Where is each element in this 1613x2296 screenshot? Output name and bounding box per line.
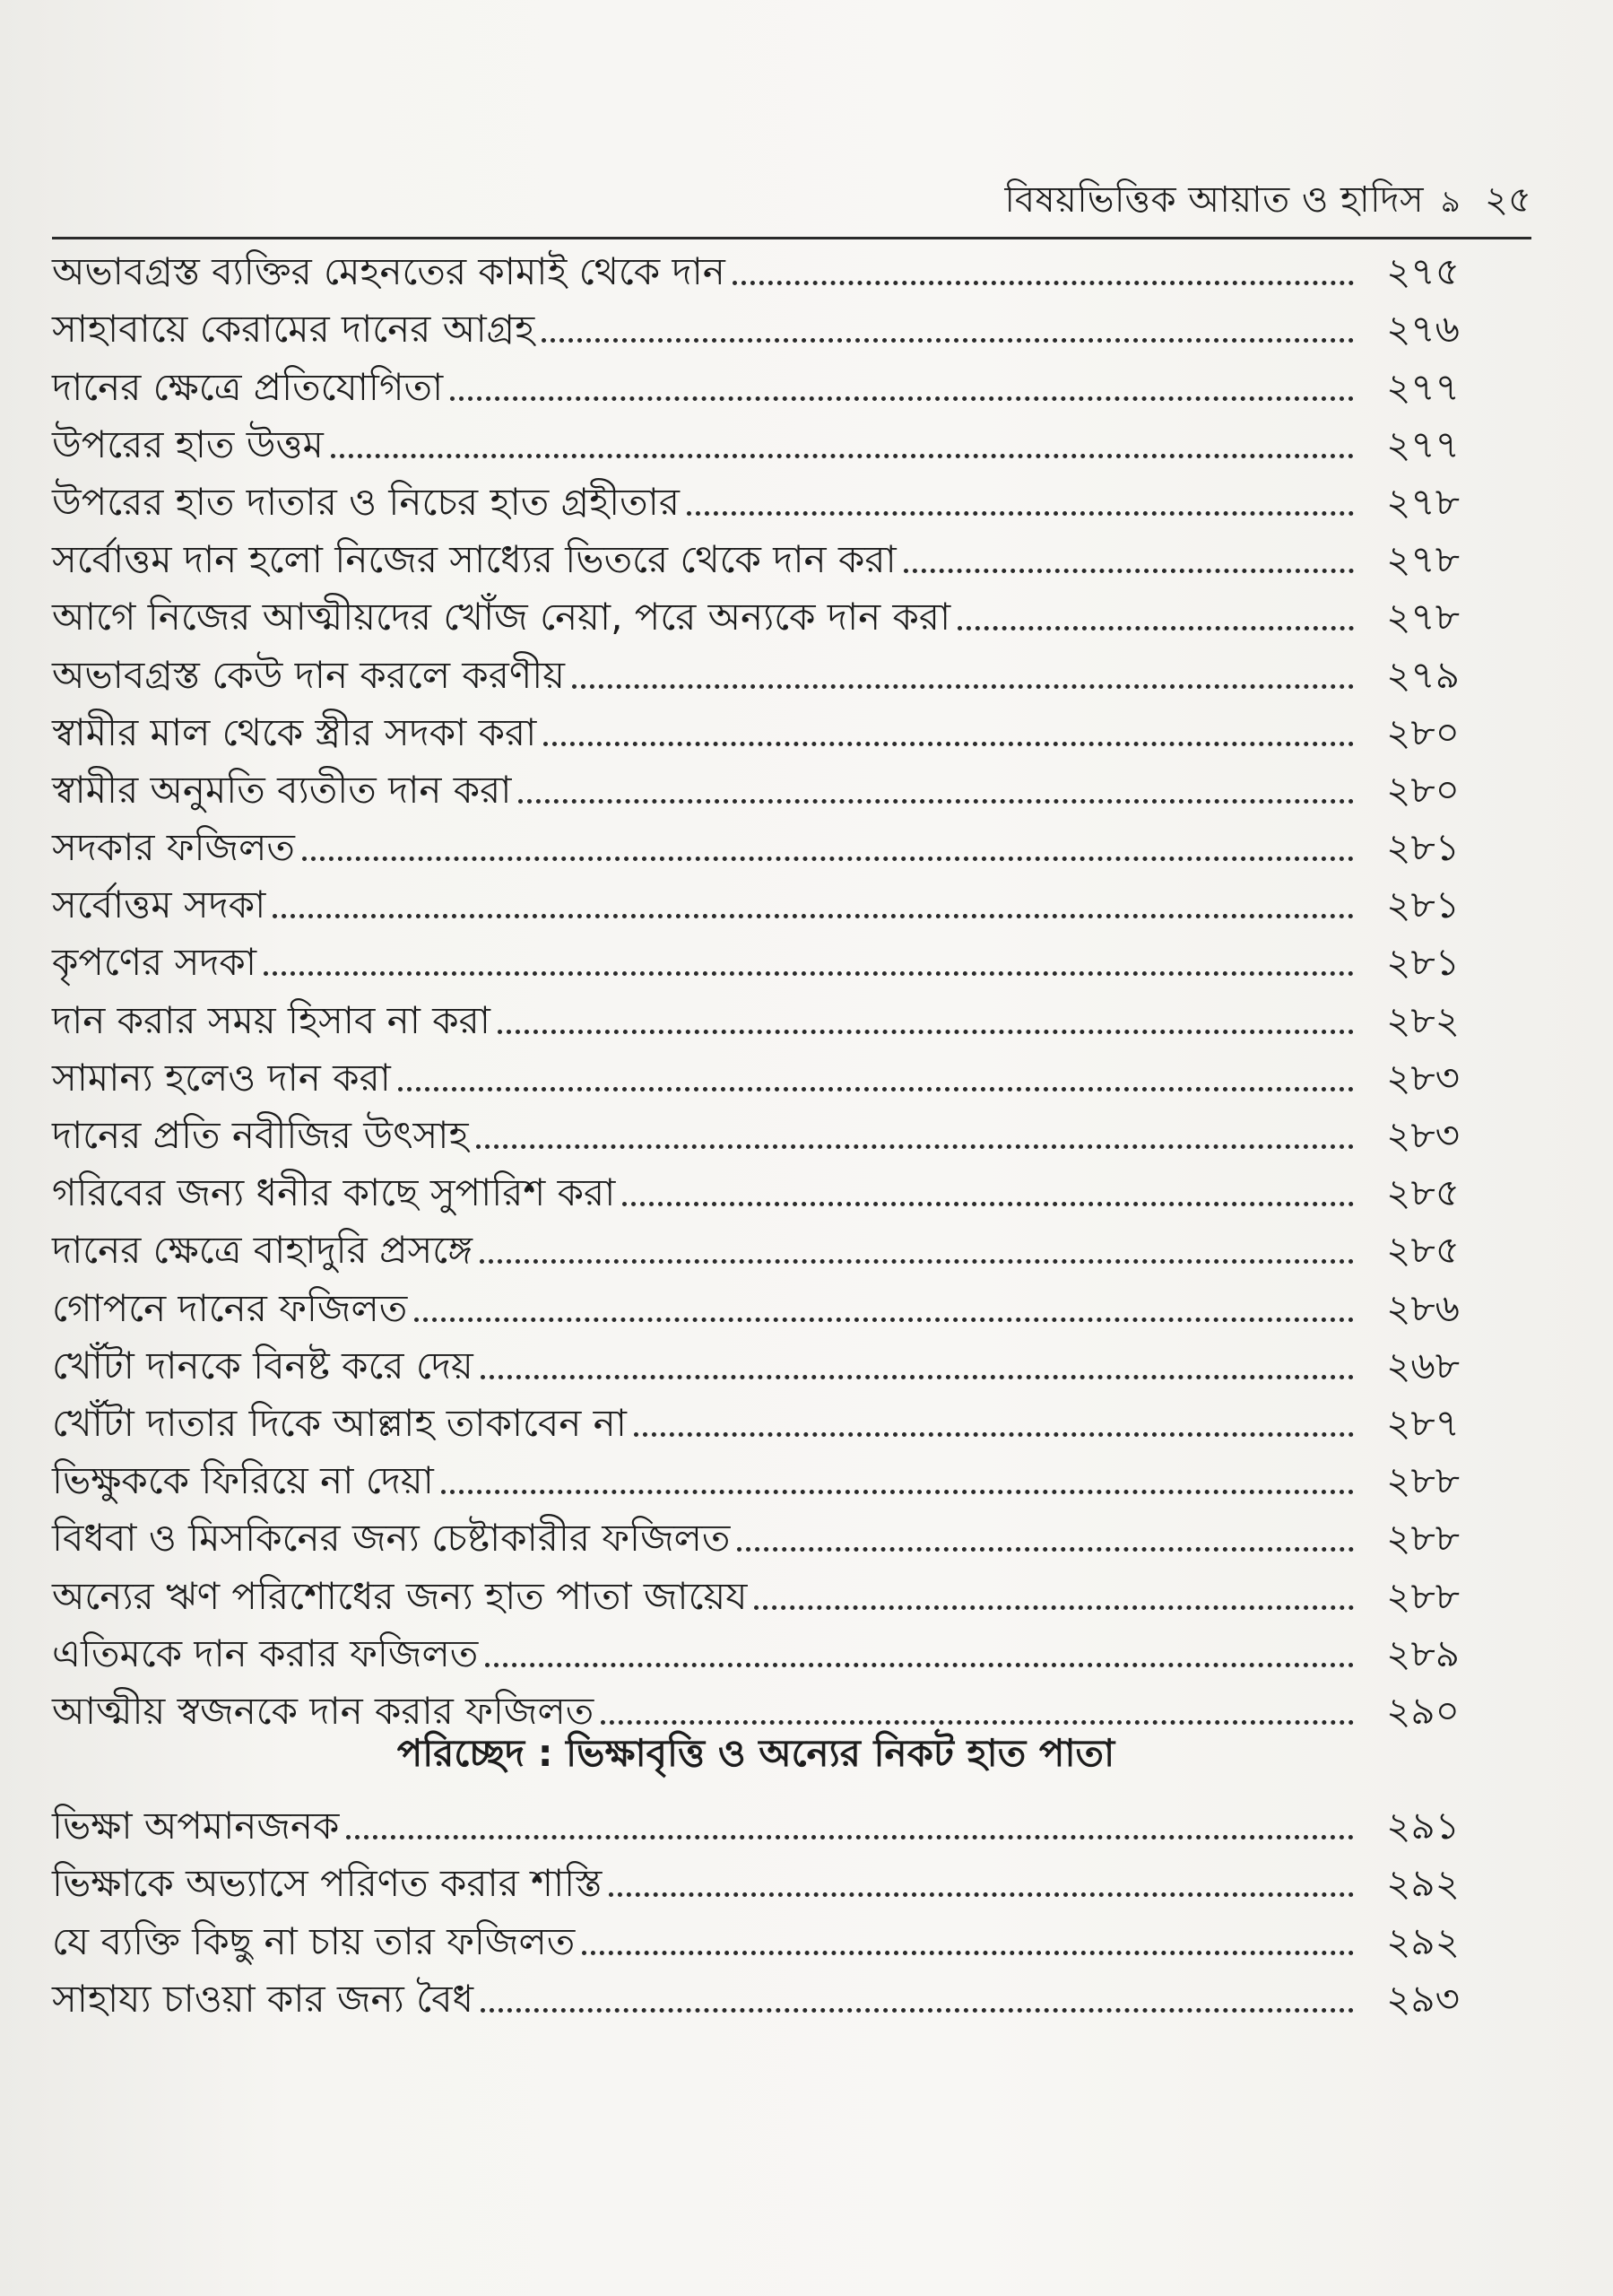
toc-entry-page: ২৮২ bbox=[1386, 997, 1460, 1042]
toc-entry bbox=[52, 1217, 1460, 1274]
toc-entry bbox=[52, 1621, 1460, 1678]
toc-entry-title: অভাবগ্রস্ত কেউ দান করলে করণীয় bbox=[52, 652, 566, 697]
toc-entry bbox=[52, 296, 1460, 353]
toc-entry bbox=[52, 353, 1460, 411]
toc-entry bbox=[52, 1274, 1460, 1332]
toc-entry-title: ভিক্ষা অপমানজনক bbox=[52, 1804, 340, 1848]
toc-entry-page: ২৮৮ bbox=[1386, 1516, 1460, 1561]
dot-leader bbox=[518, 799, 1354, 804]
toc-entry bbox=[52, 757, 1460, 814]
dot-leader bbox=[687, 511, 1354, 516]
toc-entry bbox=[52, 1966, 1460, 2023]
dot-leader bbox=[480, 1259, 1354, 1264]
toc-entry-title: উপরের হাত উত্তম bbox=[52, 422, 324, 466]
toc-entry-title: দানের ক্ষেত্রে প্রতিযোগিতা bbox=[52, 364, 444, 409]
dot-leader bbox=[485, 1663, 1354, 1667]
toc-entry-page: ২৮৮ bbox=[1386, 1573, 1460, 1618]
toc-entry bbox=[52, 1908, 1460, 1965]
toc-entry-page: ২৭৯ bbox=[1386, 652, 1460, 697]
toc-entry-page: ২৮৯ bbox=[1386, 1631, 1460, 1675]
dot-leader bbox=[273, 914, 1354, 918]
table-of-contents bbox=[52, 239, 1460, 2023]
toc-entry bbox=[52, 1045, 1460, 1102]
toc-entry-title: এতিমকে দান করার ফজিলত bbox=[52, 1631, 479, 1675]
toc-entry bbox=[52, 469, 1460, 526]
dot-leader bbox=[737, 1547, 1354, 1552]
section-heading: পরিচ্ছেদ : ভিক্ষাবৃত্তি ও অন্যের নিকট হাত পাতা bbox=[396, 1731, 1115, 1776]
dot-leader bbox=[958, 626, 1354, 631]
toc-entry-title: দান করার সময় হিসাব না করা bbox=[52, 997, 490, 1042]
toc-entry bbox=[52, 1850, 1460, 1908]
toc-entry-page: ২৮৩ bbox=[1386, 1055, 1460, 1100]
toc-entry-title: স্বামীর অনুমতি ব্যতীত দান করা bbox=[52, 767, 512, 812]
toc-entry bbox=[52, 814, 1460, 872]
dot-leader bbox=[476, 1144, 1354, 1149]
dot-leader bbox=[331, 454, 1354, 458]
dot-leader bbox=[622, 1202, 1354, 1206]
toc-entry-page: ২৬৮ bbox=[1386, 1343, 1460, 1387]
toc-entry bbox=[52, 584, 1460, 641]
toc-entry-page: ২৮৭ bbox=[1386, 1400, 1460, 1445]
toc-entry-title: উপরের হাত দাতার ও নিচের হাত গ্রহীতার bbox=[52, 479, 680, 524]
dot-leader bbox=[441, 1490, 1354, 1494]
toc-entry-title: বিধবা ও মিসকিনের জন্য চেষ্টাকারীর ফজিলত bbox=[52, 1516, 731, 1561]
dot-leader bbox=[498, 1030, 1354, 1034]
toc-entry bbox=[52, 1505, 1460, 1562]
toc-entry-title: খোঁটা দানকে বিনষ্ট করে দেয় bbox=[52, 1343, 473, 1387]
toc-entry-title: আত্মীয় স্বজনকে দান করার ফজিলত bbox=[52, 1688, 594, 1733]
dot-leader bbox=[609, 1892, 1354, 1897]
toc-entry-title: সর্বোত্তম দান হলো নিজের সাধ্যের ভিতরে থেকে দান করা bbox=[52, 537, 897, 582]
toc-entry-page: ২৮০ bbox=[1386, 767, 1460, 812]
toc-entry bbox=[52, 872, 1460, 929]
toc-entry-title: অন্যের ঋণ পরিশোধের জন্য হাত পাতা জায়েয bbox=[52, 1573, 748, 1618]
toc-entry-title: সাহাবায়ে কেরামের দানের আগ্রহ bbox=[52, 307, 535, 352]
toc-entry bbox=[52, 700, 1460, 757]
header-title: বিষয়ভিত্তিক আয়াত ও হাদিস bbox=[1004, 179, 1424, 221]
dot-leader bbox=[582, 1951, 1354, 1955]
dot-leader bbox=[450, 396, 1354, 401]
toc-entry-page: ২৮৫ bbox=[1386, 1170, 1460, 1215]
dot-leader bbox=[754, 1605, 1354, 1610]
toc-entry-page: ২৮১ bbox=[1386, 883, 1460, 927]
toc-entry-page: ২৮৮ bbox=[1386, 1458, 1460, 1503]
toc-entry-page: ২৭৮ bbox=[1386, 595, 1460, 639]
toc-entry bbox=[52, 239, 1460, 296]
toc-entry-page: ২৮৩ bbox=[1386, 1113, 1460, 1157]
toc-entry-title: সর্বোত্তম সদকা bbox=[52, 883, 266, 927]
dot-leader bbox=[904, 569, 1354, 573]
toc-entry-page: ২৯২ bbox=[1386, 1918, 1460, 1963]
toc-entry-title: ভিক্ষুককে ফিরিয়ে না দেয়া bbox=[52, 1458, 434, 1503]
toc-entry-page: ২৭৮ bbox=[1386, 537, 1460, 582]
toc-entry bbox=[52, 526, 1460, 584]
toc-entry-title: ভিক্ষাকে অভ্যাসে পরিণত করার শাস্তি bbox=[52, 1861, 603, 1906]
toc-entry bbox=[52, 987, 1460, 1044]
toc-entry bbox=[52, 412, 1460, 469]
running-header bbox=[52, 179, 1531, 239]
toc-entry-page: ২৭৭ bbox=[1386, 422, 1460, 466]
toc-entry-page: ২৮৬ bbox=[1386, 1285, 1460, 1330]
toc-entry bbox=[52, 1562, 1460, 1620]
dot-leader bbox=[542, 338, 1354, 343]
dot-leader bbox=[634, 1432, 1354, 1437]
toc-entry bbox=[52, 1448, 1460, 1505]
toc-entry-page: ২৭৮ bbox=[1386, 479, 1460, 524]
toc-part-1 bbox=[52, 239, 1460, 1735]
toc-entry bbox=[52, 929, 1460, 987]
dot-leader bbox=[481, 1375, 1354, 1379]
toc-entry-page: ২৯৩ bbox=[1386, 1976, 1460, 2021]
dot-leader bbox=[398, 1087, 1354, 1091]
toc-entry-page: ২৮৫ bbox=[1386, 1228, 1460, 1273]
toc-entry-title: সাহায্য চাওয়া কার জন্য বৈধ bbox=[52, 1976, 474, 2021]
toc-entry-title: দানের ক্ষেত্রে বাহাদুরি প্রসঙ্গে bbox=[52, 1228, 473, 1273]
toc-entry bbox=[52, 1102, 1460, 1160]
toc-entry-page: ২৮১ bbox=[1386, 825, 1460, 870]
toc-entry-page: ২৯২ bbox=[1386, 1861, 1460, 1906]
toc-entry-title: গোপনে দানের ফজিলত bbox=[52, 1285, 408, 1330]
dot-leader bbox=[302, 857, 1354, 861]
header-ornament-icon: ঌ bbox=[1441, 184, 1460, 220]
toc-entry bbox=[52, 1333, 1460, 1390]
toc-entry-page: ২৯০ bbox=[1386, 1688, 1460, 1733]
toc-entry-title: আগে নিজের আত্মীয়দের খোঁজ নেয়া, পরে অন্যকে দান করা bbox=[52, 595, 951, 639]
toc-entry-page: ২৯১ bbox=[1386, 1804, 1460, 1848]
dot-leader bbox=[264, 971, 1354, 976]
toc-entry-page: ২৮১ bbox=[1386, 940, 1460, 985]
toc-entry-page: ২৭৬ bbox=[1386, 307, 1460, 352]
toc-entry bbox=[52, 1160, 1460, 1217]
dot-leader bbox=[543, 742, 1354, 746]
toc-entry-title: দানের প্রতি নবীজির উৎসাহ bbox=[52, 1113, 469, 1157]
toc-entry-title: গরিবের জন্য ধনীর কাছে সুপারিশ করা bbox=[52, 1170, 616, 1215]
header-page-number: ২৫ bbox=[1485, 179, 1531, 221]
toc-part-2 bbox=[52, 1793, 1460, 2023]
toc-entry-title: খোঁটা দাতার দিকে আল্লাহ তাকাবেন না bbox=[52, 1400, 627, 1445]
dot-leader bbox=[733, 281, 1354, 285]
toc-entry bbox=[52, 641, 1460, 699]
toc-entry-title: যে ব্যক্তি কিছু না চায় তার ফজিলত bbox=[52, 1918, 576, 1963]
toc-entry bbox=[52, 1793, 1460, 1850]
toc-entry-title: অভাবগ্রস্ত ব্যক্তির মেহনতের কামাই থেকে দান bbox=[52, 249, 725, 294]
toc-entry-title: স্বামীর মাল থেকে স্ত্রীর সদকা করা bbox=[52, 709, 537, 754]
toc-entry-title: কৃপণের সদকা bbox=[52, 940, 256, 985]
toc-entry-title: সামান্য হলেও দান করা bbox=[52, 1055, 391, 1100]
toc-entry-page: ২৭৭ bbox=[1386, 364, 1460, 409]
toc-entry bbox=[52, 1390, 1460, 1448]
dot-leader bbox=[346, 1835, 1354, 1839]
dot-leader bbox=[481, 2008, 1354, 2013]
dot-leader bbox=[414, 1318, 1354, 1322]
toc-entry-title: সদকার ফজিলত bbox=[52, 825, 295, 870]
dot-leader bbox=[572, 684, 1354, 689]
toc-entry-page: ২৮০ bbox=[1386, 709, 1460, 754]
toc-entry-page: ২৭৫ bbox=[1386, 249, 1460, 294]
